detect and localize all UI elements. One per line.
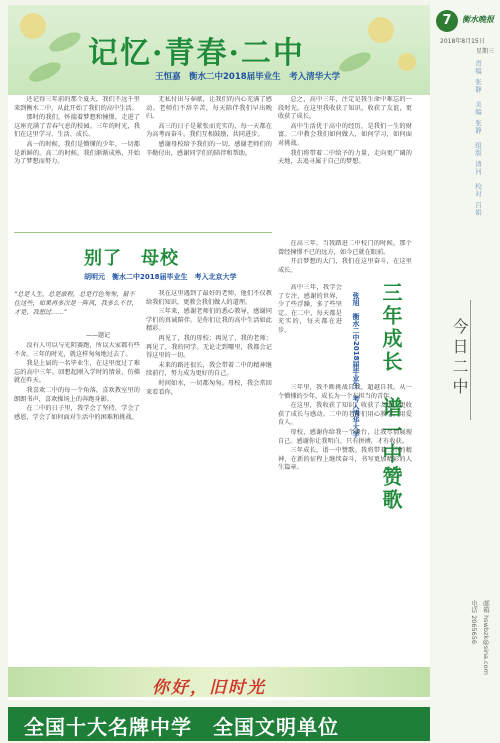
paragraph: 总之，高中三年，注定是我生命中难忘的一段时光。在这里我收获了知识，收获了友谊，更收获了成长。 — [278, 96, 412, 121]
paragraph: 高一的时候，我们是懵懂的少年，一切都是新鲜的。高二的时候，我们渐渐成熟，开始为了梦想而努力。 — [14, 140, 140, 166]
issue-date: 2018年8月15日 — [440, 38, 485, 45]
article2-epigraph: “总是人生，总是旅程，总是行色匆匆，留不住这些，如果再多次是一阵风，我多么不甘，才是，我想过……” — [14, 291, 138, 316]
paragraph: 时间如水，一切都匆匆。母校，我会常回来看看你。 — [146, 379, 272, 396]
paragraph: 我是上届的一名毕业生，在这里度过了难忘的高中三年。回想起刚入学时的情景，仿佛就在昨天。 — [14, 360, 140, 385]
credit-item: 责编 张静 — [474, 60, 482, 94]
paragraph: 在高三年，当我踏进二中校门的时候，那个曾经憧憬不已的远方，如今已就在眼前。 — [278, 240, 412, 256]
paragraph: 高三的日子是紧张而充实的，每一天都在为高考而奋斗。我们互相鼓励，共同进步。 — [146, 122, 272, 139]
credit-item: 美编 张静 — [474, 101, 482, 135]
paragraph: 未来的路还很长，我会带着二中的精神继续前行，努力成为更好的自己。 — [146, 361, 272, 378]
article3-title: 三年成长 谱一中赞歌 — [379, 282, 403, 512]
credit-item: 校对 吕娟 — [474, 183, 482, 217]
paragraph: 无私付出与奉献，让我们的内心充满了感动。老师们不辞辛苦，每天陪伴我们早出晚归。 — [146, 96, 272, 121]
paragraph: 开启梦想的大门，我们在这里奋斗，在这里成长。 — [278, 258, 412, 274]
page-title: 记忆·青春·二中 — [88, 36, 305, 71]
flower-decoration — [368, 17, 394, 43]
paragraph: 在二中的日子里，我学会了坚持，学会了感恩，学会了如何面对生活中的困难和挑战。 — [14, 405, 140, 421]
article2-column-2 — [146, 290, 272, 658]
footer-text: 全国十大名牌中学 全国文明单位 — [24, 715, 339, 739]
flower-decoration — [398, 53, 416, 71]
article1-byline: 王恒嘉 衡水二中2018届毕业生 考入清华大学 — [155, 72, 341, 82]
paragraph: 我们将带着二中给予的力量，走向更广阔的天地，去追寻属于自己的梦想。 — [278, 149, 412, 166]
paragraph: 高中三年，我学会了专注，感谢的世界，少了些浮躁，多了些坚定。在二中，每天都是充实的，每天都在进步。 — [278, 284, 342, 334]
paragraph: 感谢母校给予我们的一切，感谢老师们的辛勤付出，感谢同学们的陪伴和帮助。 — [146, 140, 272, 157]
article2-byline: 胡明元 衡水二中2018届毕业生 考入北京大学 — [84, 273, 237, 281]
article3-column-top — [278, 284, 342, 380]
article2-column-1 — [14, 342, 140, 658]
leaf-decoration — [27, 58, 64, 85]
divider — [14, 232, 272, 233]
contact-phone: 电话 2065656 — [470, 600, 478, 645]
flower-decoration — [20, 13, 46, 39]
paragraph: 三年里，我不断挑战自我，超越自我。从一个懵懂的少年，成长为一个有担当的青年。 — [278, 384, 412, 400]
editor-credits — [474, 60, 486, 224]
paragraph: 我喜欢二中的每一个角落，喜欢教室里的朗朗书声，喜欢操场上的奔跑身影。 — [14, 386, 140, 403]
paragraph: 三年成长，谱一中赞歌。我将带着二中的精神，在新的征程上继续奋斗，书写更加精彩的人生篇章。 — [278, 447, 412, 472]
article3-intro — [278, 240, 412, 280]
paragraph: 三年来，感谢老师们的悉心教导，感谢同学们的真诚陪伴。是你们让我的高中生活如此精彩。 — [146, 308, 272, 333]
leaf-decoration — [337, 48, 374, 75]
article3-byline: 张旭 衡水二中2018届毕业生 考入清华大学 — [352, 292, 360, 438]
article2-title: 别了 母校 — [84, 248, 179, 269]
contact-email: 邮箱 hswbzk@sina.com — [482, 600, 490, 675]
section-name: 今日二中 — [450, 318, 469, 398]
paragraph: 再见了，我的母校；再见了，我的老师；再见了，我的同学。无论走到哪里，我都会记得这里的一切。 — [146, 334, 272, 360]
paragraph: 还记得三年前的那个夏天，我们不远千里来到衡水二中，从此开始了我们的高中生活。 — [14, 96, 140, 112]
paragraph: 在这里，我收获了知识，收获了友谊，更收获了成长与感动。二中的老师们用心教学，用爱育人。 — [278, 402, 412, 427]
paragraph: 高中生活优于高中的经历，是我们一生的财富。二中教会我们如何做人，如何学习，如何面对挑战。 — [278, 122, 412, 147]
paragraph: 没有人可以与光阴赛跑，所以大家都有些不舍。三年的时光，就这样匆匆地过去了。 — [14, 342, 140, 358]
newspaper-logo: 衡水晚报 — [462, 15, 494, 24]
paragraph: 那时的我们，怀揣着梦想和憧憬，走进了这座充满了青春气息的校园。三年的时光，我们在这里学习、生活、成长。 — [14, 114, 140, 139]
paragraph: 我在这里遇到了最好的老师，他们不仅教给我们知识，更教会我们做人的道理。 — [146, 290, 272, 306]
page-number: 7 — [436, 10, 458, 32]
epigraph-source: ——题记 — [86, 332, 111, 339]
slogan-text: 你好，旧时光 — [152, 678, 266, 698]
credit-item: 组版 清河 — [474, 142, 482, 176]
issue-weekday: 星期三 — [476, 48, 495, 55]
leaf-decoration — [47, 28, 84, 55]
article3-column-main — [278, 384, 412, 662]
paragraph: 母校，感谢你给我一个舞台，让我尽情展现自己。感谢你让我明白，只有拼搏，才有收获。 — [278, 428, 412, 445]
